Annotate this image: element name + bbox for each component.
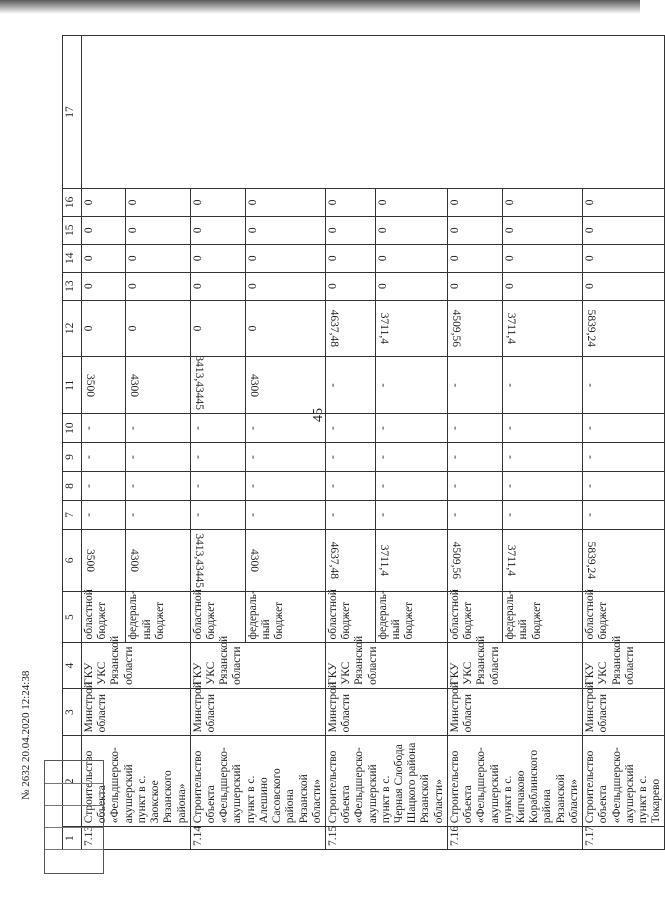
amount-c6 xyxy=(583,529,665,591)
column-header-11: 11 xyxy=(63,357,82,414)
amount-c8: - xyxy=(325,471,375,500)
column-header-9: 9 xyxy=(63,443,82,472)
amount-c12 xyxy=(447,300,502,357)
amount-c9: - xyxy=(325,443,375,472)
amount-c8: - xyxy=(190,471,245,500)
amount-c14: 0 xyxy=(447,244,502,272)
amount-c9: - xyxy=(82,443,126,472)
amount-c7: - xyxy=(503,500,583,529)
amount-value: 4637,48 xyxy=(328,541,341,579)
amount-c6 xyxy=(126,529,190,591)
ministry: Минстрой области xyxy=(190,688,325,736)
amount-c8: - xyxy=(82,471,126,500)
amount-c13: 0 xyxy=(82,272,126,300)
table-body xyxy=(82,36,665,850)
amount-c13: 0 xyxy=(503,272,583,300)
amount-c7: - xyxy=(447,500,502,529)
amount-c9: - xyxy=(583,443,665,472)
funding-source: областной бюджет xyxy=(82,591,126,643)
amount-c6 xyxy=(447,529,502,591)
column-header-5: 5 xyxy=(63,591,82,643)
amount-value: 4300 xyxy=(248,548,261,572)
column-17-cell xyxy=(82,36,665,189)
amount-c15: 0 xyxy=(82,216,126,244)
amount-c10: - xyxy=(82,414,126,443)
amount-c14: 0 xyxy=(375,244,447,272)
amount-c8: - xyxy=(583,471,665,500)
amount-c9: - xyxy=(447,443,502,472)
amount-c16: 0 xyxy=(245,188,325,216)
amount-c13: 0 xyxy=(190,272,245,300)
amount-value: 4300 xyxy=(128,548,141,572)
amount-c7: - xyxy=(126,500,190,529)
amount-c11 xyxy=(245,357,325,414)
funding-source: федераль-ный бюджет xyxy=(126,591,190,643)
amount-value: 3413,43445 xyxy=(192,533,205,588)
amount-c6 xyxy=(245,529,325,591)
row-id: 7.16 xyxy=(447,827,582,850)
amount-c8: - xyxy=(126,471,190,500)
column-header-15: 15 xyxy=(63,216,82,244)
amount-c6 xyxy=(82,529,126,591)
amount-c16: 0 xyxy=(325,188,375,216)
amount-c12 xyxy=(503,300,583,357)
column-header-12: 12 xyxy=(63,300,82,357)
amount-c12: 0 xyxy=(245,300,325,357)
amount-c7: - xyxy=(325,500,375,529)
amount-c16: 0 xyxy=(447,188,502,216)
amount-c16: 0 xyxy=(583,188,665,216)
amount-c10: - xyxy=(375,414,447,443)
executor: ГКУ УКС Рязанской области xyxy=(447,643,582,688)
amount-value: 4509,56 xyxy=(450,541,463,579)
amount-c6 xyxy=(375,529,447,591)
object-name: Строительство объекта «Фельдшерско-акушерский пункт в с. Алешино Сасовского района Рязанской области» xyxy=(190,736,325,827)
row-id: 7.14 xyxy=(190,827,325,850)
amount-value: 4300 xyxy=(128,373,141,397)
funding-source: областной бюджет xyxy=(190,591,245,643)
amount-c14: 0 xyxy=(583,244,665,272)
amount-c13: 0 xyxy=(126,272,190,300)
column-header-3: 3 xyxy=(63,688,82,736)
amount-c8: - xyxy=(375,471,447,500)
amount-c7: - xyxy=(375,500,447,529)
amount-c14: 0 xyxy=(325,244,375,272)
amount-c7: - xyxy=(190,500,245,529)
amount-c13: 0 xyxy=(447,272,502,300)
executor: ГКУ УКС Рязанской области xyxy=(583,643,665,688)
program-table-container xyxy=(62,35,663,850)
amount-value: 3413,43445 xyxy=(192,355,205,411)
ministry: Минстрой области xyxy=(325,688,447,736)
object-name: Строительство объекта «Фельдшерско-акушерский пункт в с. Токарево xyxy=(583,736,665,827)
amount-c12: 0 xyxy=(126,300,190,357)
amount-c14: 0 xyxy=(245,244,325,272)
amount-c15: 0 xyxy=(245,216,325,244)
amount-c15: 0 xyxy=(375,216,447,244)
amount-c16: 0 xyxy=(190,188,245,216)
amount-c10: - xyxy=(503,414,583,443)
amount-c7: - xyxy=(245,500,325,529)
executor: ГКУ УКС Рязанской области xyxy=(325,643,447,688)
amount-value: 4637,48 xyxy=(328,309,341,348)
column-header-6: 6 xyxy=(63,529,82,591)
amount-c15: 0 xyxy=(447,216,502,244)
amount-c16: 0 xyxy=(375,188,447,216)
amount-c11 xyxy=(126,357,190,414)
amount-c7: - xyxy=(82,500,126,529)
amount-c10: - xyxy=(583,414,665,443)
amount-c10: - xyxy=(126,414,190,443)
amount-value: 4509,56 xyxy=(450,309,463,348)
amount-value: 3711,4 xyxy=(377,312,390,345)
object-name: Строительство объекта «Фельдшерско-акушерский пункт в с. Черная Слобода Шацкого района Рязанской области» xyxy=(325,736,447,827)
amount-c13: 0 xyxy=(583,272,665,300)
amount-value: 5839,24 xyxy=(585,541,598,579)
registration-line: № 2632 20.04.2020 12:24:38 xyxy=(20,670,32,800)
ministry: Минстрой области xyxy=(82,688,191,736)
funding-source: федераль-ный бюджет xyxy=(375,591,447,643)
amount-c11: - xyxy=(583,357,665,414)
funding-source: федераль-ный бюджет xyxy=(503,591,583,643)
amount-c15: 0 xyxy=(503,216,583,244)
amount-c11 xyxy=(82,357,126,414)
amount-c9: - xyxy=(245,443,325,472)
column-header-2: 2 xyxy=(63,736,82,827)
amount-c9: - xyxy=(190,443,245,472)
funding-source: федераль-ный бюджет xyxy=(245,591,325,643)
row-id: 7.15 xyxy=(325,827,447,850)
amount-c14: 0 xyxy=(503,244,583,272)
object-name: Строительство объекта «Фельдшерско-акушерский пункт в с. Кипчаково Кораблинского района Рязанской области» xyxy=(447,736,582,827)
rotated-table-area xyxy=(62,35,663,850)
amount-c7: - xyxy=(583,500,665,529)
amount-c16: 0 xyxy=(503,188,583,216)
amount-c12: 0 xyxy=(190,300,245,357)
column-header-13: 13 xyxy=(63,272,82,300)
amount-value: 4300 xyxy=(248,373,261,397)
column-header-7: 7 xyxy=(63,500,82,529)
amount-c9: - xyxy=(126,443,190,472)
amount-c10: - xyxy=(245,414,325,443)
amount-c14: 0 xyxy=(190,244,245,272)
amount-c13: 0 xyxy=(375,272,447,300)
amount-c13: 0 xyxy=(245,272,325,300)
amount-c12 xyxy=(583,300,665,357)
registration-stamp xyxy=(44,760,104,874)
column-header-17: 17 xyxy=(63,36,82,189)
amount-c6 xyxy=(190,529,245,591)
column-header-16: 16 xyxy=(63,188,82,216)
ministry: Минстрой области xyxy=(583,688,665,736)
amount-value: 3711,4 xyxy=(505,312,518,345)
amount-c15: 0 xyxy=(325,216,375,244)
page-number: 45 xyxy=(311,408,326,422)
amount-value: 3500 xyxy=(84,548,97,572)
amount-c10: - xyxy=(325,414,375,443)
amount-c6 xyxy=(325,529,375,591)
amount-c11: - xyxy=(503,357,583,414)
column-number-header xyxy=(63,36,82,850)
column-header-8: 8 xyxy=(63,471,82,500)
amount-c16: 0 xyxy=(126,188,190,216)
column-header-4: 4 xyxy=(63,643,82,688)
program-table xyxy=(62,35,665,850)
amount-c10: - xyxy=(190,414,245,443)
amount-c11: - xyxy=(447,357,502,414)
amount-value: 3711,4 xyxy=(377,544,390,576)
amount-c11: - xyxy=(325,357,375,414)
amount-c12 xyxy=(375,300,447,357)
amount-c9: - xyxy=(375,443,447,472)
ministry: Минстрой области xyxy=(447,688,582,736)
scan-edge xyxy=(0,0,640,14)
executor: ГКУ УКС Рязанской области xyxy=(82,643,191,688)
amount-c13: 0 xyxy=(325,272,375,300)
amount-c15: 0 xyxy=(583,216,665,244)
amount-c12 xyxy=(325,300,375,357)
funding-source: областной бюджет xyxy=(325,591,375,643)
amount-c11: - xyxy=(375,357,447,414)
amount-value: 3711,4 xyxy=(505,544,518,576)
funding-source: областной бюджет xyxy=(583,591,665,643)
amount-c9: - xyxy=(503,443,583,472)
column-header-14: 14 xyxy=(63,244,82,272)
amount-c15: 0 xyxy=(126,216,190,244)
row-id: 7.13 xyxy=(82,827,191,850)
row-id: 7.17 xyxy=(583,827,665,850)
object-name: Строительство объекта «Фельдшерско-акушерский пункт в с. Заокское Рязанского района» xyxy=(82,736,191,827)
amount-c14: 0 xyxy=(82,244,126,272)
table-row xyxy=(82,36,126,850)
amount-c8: - xyxy=(503,471,583,500)
amount-c12: 0 xyxy=(82,300,126,357)
amount-c6 xyxy=(503,529,583,591)
amount-c14: 0 xyxy=(126,244,190,272)
amount-c10: - xyxy=(447,414,502,443)
amount-c11 xyxy=(190,357,245,414)
column-header-1: 1 xyxy=(63,827,82,850)
amount-c15: 0 xyxy=(190,216,245,244)
amount-c16: 0 xyxy=(82,188,126,216)
amount-value: 5839,24 xyxy=(585,309,598,348)
amount-c8: - xyxy=(447,471,502,500)
funding-source: областной бюджет xyxy=(447,591,502,643)
amount-value: 3500 xyxy=(84,373,97,397)
executor: ГКУ УКС Рязанской области xyxy=(190,643,325,688)
column-header-10: 10 xyxy=(63,414,82,443)
amount-c8: - xyxy=(245,471,325,500)
